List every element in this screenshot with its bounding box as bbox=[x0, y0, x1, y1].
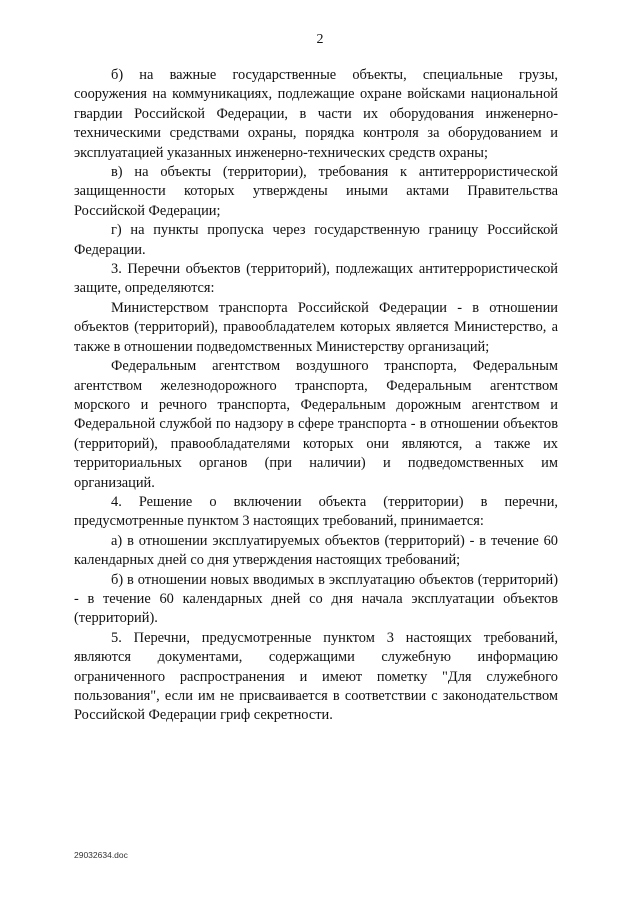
paragraph-5: 5. Перечни, предусмотренные пунктом 3 настоящих требований, являются документами, содержащими служебную информацию ограниченного распространения и имеют пометку "Для служебного пользования", если им не присваивается в соответствии с законодательством Российской Федерации гриф секретности. bbox=[74, 629, 558, 724]
paragraph-4b: б) в отношении новых вводимых в эксплуатацию объектов (территорий) - в течение 60 календарных дней со дня начала эксплуатации объектов (территорий). bbox=[74, 571, 558, 627]
paragraph-3-agencies: Федеральным агентством воздушного транспорта, Федеральным агентством железнодорожного транспорта, Федеральным агентством морского и речного транспорта, Федеральным дорожным агентством и Федеральной службой по надзору в сфере транспорта - в отношении объектов (территорий), правообладателями которых они являются, а также их территориальных органов (при наличии) и подведомственных им организаций. bbox=[74, 358, 558, 491]
paragraph-1g: г) на пункты пропуска через государственную границу Российской Федерации. bbox=[74, 222, 558, 258]
paragraph-1v: в) на объекты (территории), требования к антитеррористической защищенности которых утверждены иными актами Правительства Российской Федерации; bbox=[74, 164, 558, 219]
paragraph-3: 3. Перечни объектов (территорий), подлежащих антитеррористической защите, определяются: bbox=[74, 261, 558, 297]
document-body bbox=[74, 66, 558, 726]
paragraph-4: 4. Решение о включении объекта (территории) в перечни, предусмотренные пунктом 3 настоящих требований, принимается: bbox=[74, 493, 558, 530]
page-number: 2 bbox=[316, 32, 324, 47]
paragraph-1b: б) на важные государственные объекты, специальные грузы, сооружения на коммуникациях, подлежащие охране войсками национальной гвардии Российской Федерации, в части их оборудования инженерно-техническими средствами охраны, порядка контроля за оборудованием и эксплуатацией указанных инженерно-технических средств охраны; bbox=[74, 67, 558, 161]
paragraph-4a: а) в отношении эксплуатируемых объектов (территорий) - в течение 60 календарных дней со дня утверждения настоящих требований; bbox=[74, 532, 558, 569]
paragraph-3-ministry: Министерством транспорта Российской Федерации - в отношении объектов (территорий), правообладателем которых является Министерство, а также в отношении подведомственных Министерству организаций; bbox=[74, 299, 558, 355]
footer-document-id: 29032634.doc bbox=[74, 850, 128, 860]
